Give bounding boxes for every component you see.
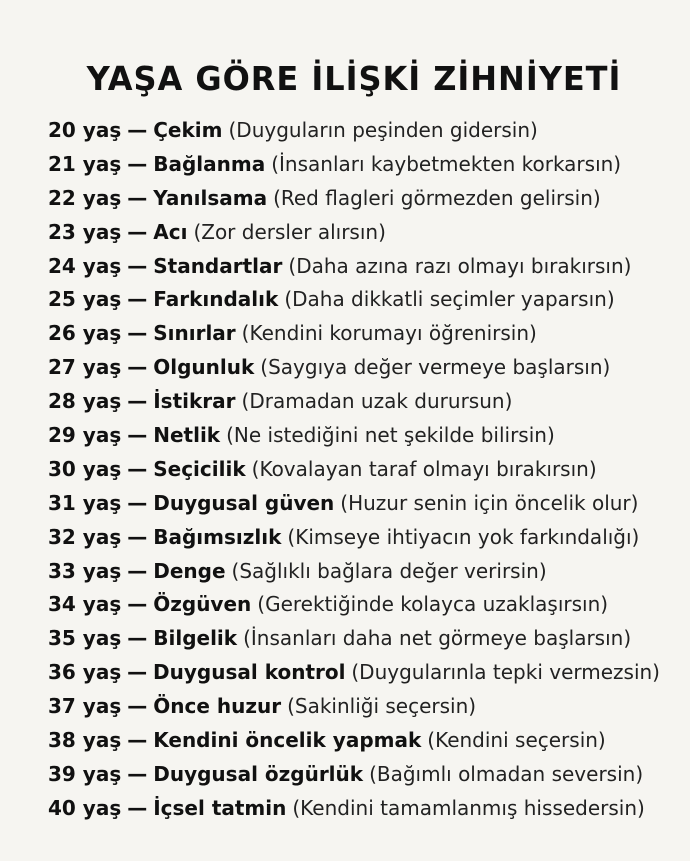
list-item	[48, 520, 660, 554]
item-description: (Kimseye ihtiyacın yok farkındalığı)	[287, 524, 640, 549]
item-dash: —	[127, 626, 148, 651]
item-age: 24 yaş	[48, 253, 122, 278]
list-item	[48, 689, 660, 723]
mindset-list	[48, 113, 660, 825]
item-term: Bilgelik	[153, 626, 238, 651]
item-dash: —	[127, 253, 148, 278]
item-age: 37 yaş	[48, 694, 122, 719]
item-age: 35 yaş	[48, 626, 122, 651]
item-dash: —	[127, 795, 148, 820]
item-age: 32 yaş	[48, 524, 122, 549]
list-item	[48, 147, 660, 181]
page-title: YAŞA GÖRE İLİŞKİ ZİHNİYETİ	[86, 59, 622, 98]
item-description: (Daha dikkatli seçimler yaparsın)	[284, 287, 615, 312]
item-dash: —	[127, 321, 148, 346]
item-term: Standartlar	[153, 253, 283, 278]
item-age: 34 yaş	[48, 592, 122, 617]
item-age: 36 yaş	[48, 660, 122, 685]
item-term: Kendini öncelik yapmak	[153, 727, 422, 752]
item-description: (Saygıya değer vermeye başlarsın)	[260, 355, 611, 380]
item-age: 22 yaş	[48, 185, 122, 210]
item-age: 20 yaş	[48, 117, 122, 142]
item-description: (Huzur senin için öncelik olur)	[340, 490, 639, 515]
item-description: (Kovalayan taraf olmayı bırakırsın)	[251, 456, 597, 481]
item-dash: —	[127, 389, 148, 414]
item-term: Duygusal özgürlük	[153, 761, 364, 786]
item-dash: —	[127, 117, 148, 142]
item-term: Denge	[153, 558, 226, 583]
list-item	[48, 452, 660, 486]
item-age: 40 yaş	[48, 795, 122, 820]
item-age: 26 yaş	[48, 321, 122, 346]
item-age: 21 yaş	[48, 151, 122, 176]
list-item	[48, 282, 660, 316]
item-description: (Sağlıklı bağlara değer verirsin)	[231, 558, 547, 583]
item-term: İstikrar	[153, 389, 236, 414]
item-dash: —	[127, 422, 148, 447]
list-item	[48, 384, 660, 418]
item-dash: —	[127, 592, 148, 617]
item-description: (İnsanları daha net görmeye başlarsın)	[243, 626, 632, 651]
item-description: (Kendini seçersin)	[427, 727, 606, 752]
item-age: 29 yaş	[48, 422, 122, 447]
item-term: Farkındalık	[153, 287, 279, 312]
item-description: (Gerektiğinde kolayca uzaklaşırsın)	[257, 592, 609, 617]
item-description: (Kendini korumayı öğrenirsin)	[241, 321, 537, 346]
item-dash: —	[127, 185, 148, 210]
item-term: Yanılsama	[153, 185, 268, 210]
list-item	[48, 316, 660, 350]
item-dash: —	[127, 761, 148, 786]
item-dash: —	[127, 151, 148, 176]
item-term: Netlik	[153, 422, 221, 447]
item-dash: —	[127, 694, 148, 719]
list-item	[48, 418, 660, 452]
item-term: Bağlanma	[153, 151, 266, 176]
list-item	[48, 113, 660, 147]
item-term: İçsel tatmin	[153, 795, 287, 820]
item-age: 39 yaş	[48, 761, 122, 786]
item-dash: —	[127, 524, 148, 549]
list-item	[48, 757, 660, 791]
item-dash: —	[127, 490, 148, 515]
item-term: Seçicilik	[153, 456, 246, 481]
item-age: 25 yaş	[48, 287, 122, 312]
item-term: Çekim	[153, 117, 223, 142]
item-term: Duygusal kontrol	[153, 660, 346, 685]
item-term: Duygusal güven	[153, 490, 335, 515]
item-description: (Duygularınla tepki vermezsin)	[351, 660, 660, 685]
item-description: (Red flagleri görmezden gelirsin)	[273, 185, 601, 210]
item-age: 27 yaş	[48, 355, 122, 380]
item-term: Önce huzur	[153, 694, 282, 719]
list-item	[48, 350, 660, 384]
item-description: (İnsanları kaybetmekten korkarsın)	[271, 151, 622, 176]
item-dash: —	[127, 287, 148, 312]
item-term: Bağımsızlık	[153, 524, 282, 549]
item-dash: —	[127, 219, 148, 244]
item-description: (Daha azına razı olmayı bırakırsın)	[288, 253, 632, 278]
item-age: 38 yaş	[48, 727, 122, 752]
item-term: Acı	[153, 219, 188, 244]
item-term: Özgüven	[153, 592, 252, 617]
item-term: Olgunluk	[153, 355, 255, 380]
list-item	[48, 181, 660, 215]
item-dash: —	[127, 355, 148, 380]
list-item	[48, 621, 660, 655]
item-age: 28 yaş	[48, 389, 122, 414]
item-description: (Sakinliği seçersin)	[287, 694, 477, 719]
item-description: (Duyguların peşinden gidersin)	[228, 117, 538, 142]
item-dash: —	[127, 660, 148, 685]
item-description: (Ne istediğini net şekilde bilirsin)	[226, 422, 555, 447]
item-age: 33 yaş	[48, 558, 122, 583]
list-item	[48, 655, 660, 689]
list-item	[48, 215, 660, 249]
item-description: (Zor dersler alırsın)	[193, 219, 386, 244]
item-term: Sınırlar	[153, 321, 236, 346]
item-age: 31 yaş	[48, 490, 122, 515]
item-dash: —	[127, 558, 148, 583]
list-item	[48, 249, 660, 283]
item-dash: —	[127, 727, 148, 752]
list-item	[48, 554, 660, 588]
list-item	[48, 486, 660, 520]
item-dash: —	[127, 456, 148, 481]
item-description: (Bağımlı olmadan seversin)	[369, 761, 644, 786]
item-age: 23 yaş	[48, 219, 122, 244]
item-age: 30 yaş	[48, 456, 122, 481]
item-description: (Dramadan uzak durursun)	[241, 389, 513, 414]
list-item	[48, 723, 660, 757]
list-item	[48, 791, 660, 825]
list-item	[48, 587, 660, 621]
item-description: (Kendini tamamlanmış hissedersin)	[292, 795, 645, 820]
